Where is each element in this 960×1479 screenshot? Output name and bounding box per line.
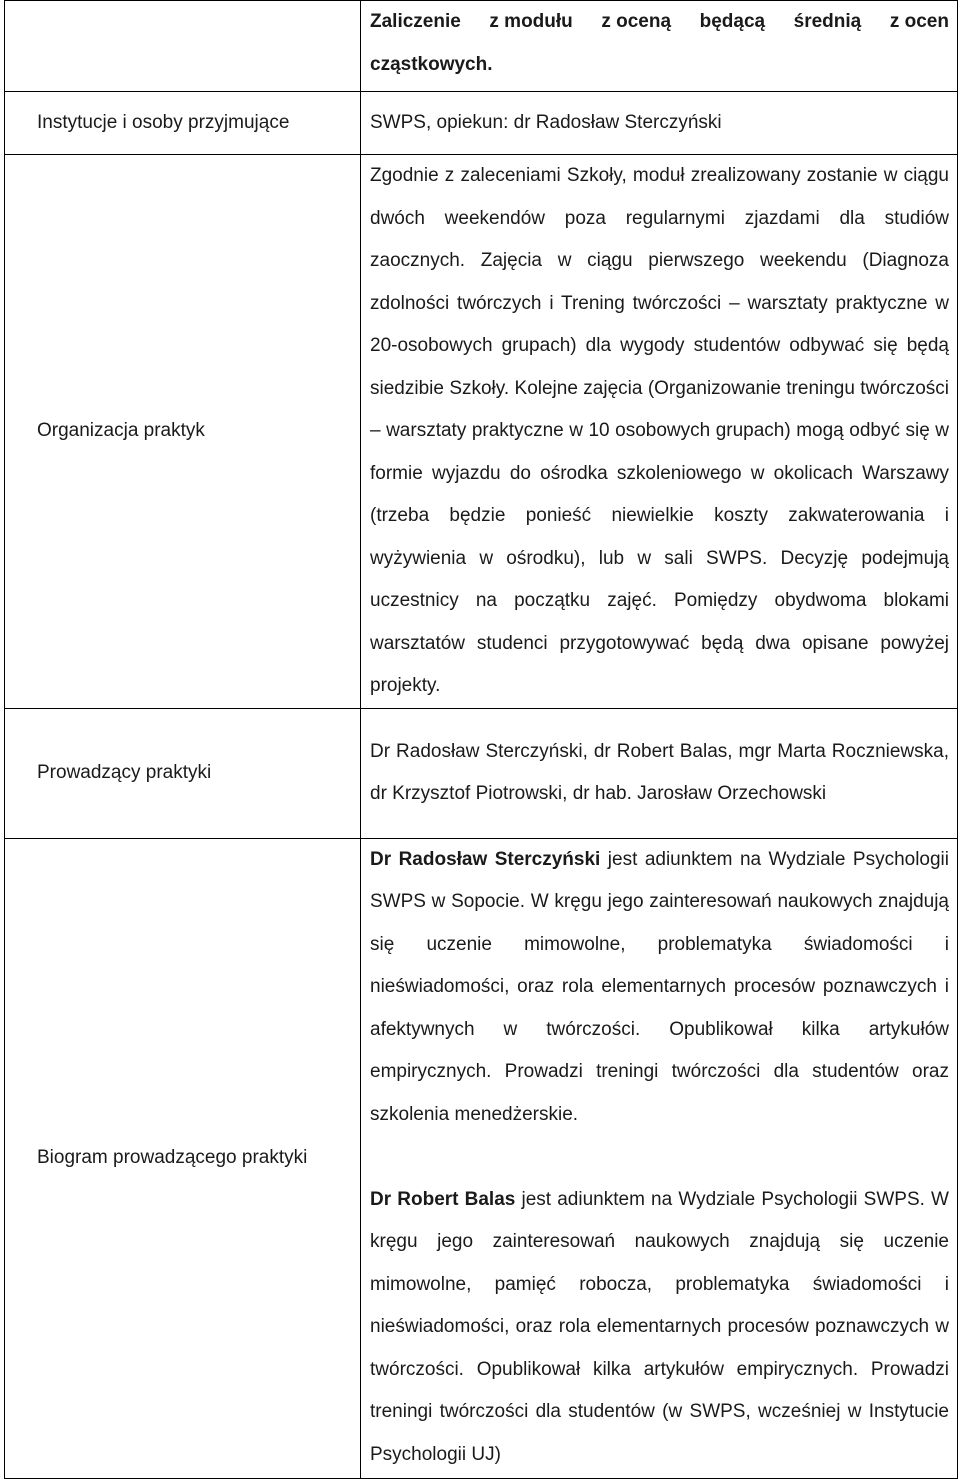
biography-cell (361, 838, 958, 1478)
row-label-empty (5, 1, 361, 92)
biography-text-1: jest adiunktem na Wydziale Psychologii SWPS w Sopocie. W kręgu jego zainteresowań naukowych znajdują się uczenie mimowolne, problematyka świadomości i nieświadomości, oraz rola elementarnych procesów poznawczych i afektywnych w twórczości. Opublikował kilka artykułów empirycznych. Prowadzi treningi twórczości dla studentów oraz szkolenia menedżerskie. (370, 848, 949, 1125)
biography-paragraph-1 (370, 839, 949, 1137)
institutions-cell: SWPS, opiekun: dr Radosław Sterczyński (361, 92, 958, 155)
table-row (5, 1, 958, 92)
row-label-organization: Organizacja praktyk (5, 155, 361, 709)
assessment-word: będącą (699, 11, 766, 32)
organization-cell (361, 155, 958, 709)
row-label-biography: Biogram prowadzącego praktyki (5, 838, 361, 1478)
assessment-word: z ocen (889, 11, 949, 32)
instructors-text: Dr Radosław Sterczyński, dr Robert Balas, mgr Marta Roczniewska, dr Krzysztof Piotrowski, dr hab. Jarosław Orzechowski (370, 740, 949, 804)
biography-name-2: Dr Robert Balas (370, 1188, 516, 1210)
row-label-institutions: Instytucje i osoby przyjmujące (5, 92, 361, 155)
assessment-word: z oceną (601, 11, 672, 32)
biography-text-2: jest adiunktem na Wydziale Psychologii SWPS. W kręgu jego zainteresowań naukowych znajdują się uczenie mimowolne, pamięć robocza, problematyka świadomości i nieświadomości, oraz rola elementarnych procesów poznawczych w twórczości. Opublikował kilka artykułów empirycznych. Prowadzi treningi twórczości dla studentów (w SWPS, wcześniej w Instytucie Psychologii UJ) (370, 1188, 949, 1465)
row-label-instructors: Prowadzący praktyki (5, 708, 361, 838)
table-row (5, 155, 958, 709)
table-row (5, 708, 958, 838)
table-row (5, 92, 958, 155)
biography-paragraph-2 (370, 1179, 949, 1477)
table-row (5, 838, 958, 1478)
assessment-word: Zaliczenie (370, 11, 461, 32)
assessment-line-2: cząstkowych. (370, 53, 493, 75)
biography-name-1: Dr Radosław Sterczyński (370, 848, 601, 870)
assessment-cell (361, 1, 958, 92)
document-table (4, 0, 958, 1479)
assessment-word: z modułu (489, 11, 573, 32)
instructors-cell (361, 708, 958, 838)
assessment-word: średnią (793, 11, 862, 32)
assessment-line-1 (370, 1, 949, 44)
organization-text: Zgodnie z zaleceniami Szkoły, moduł zrealizowany zostanie w ciągu dwóch weekendów poza regularnymi zjazdami dla studiów zaocznych. Zajęcia w ciągu pierwszego weekendu (Diagnoza zdolności twórczych i Trening twórczości – warsztaty praktyczne w 20-osobowych grupach) dla wygody studentów odbywać się będą siedzibie Szkoły. Kolejne zajęcia (Organizowanie treningu twórczości – warsztaty praktyczne w 10 osobowych grupach) mogą odbyć się w formie wyjazdu do ośrodka szkoleniowego w okolicach Warszawy (trzeba będzie ponieść niewielkie koszty zakwaterowania i wyżywienia w ośrodku), lub w sali SWPS. Decyzję podejmują uczestnicy na początku zajęć. Pomiędzy obydwoma blokami warsztatów studenci przygotowywać będą dwa opisane powyżej projekty. (370, 165, 949, 696)
